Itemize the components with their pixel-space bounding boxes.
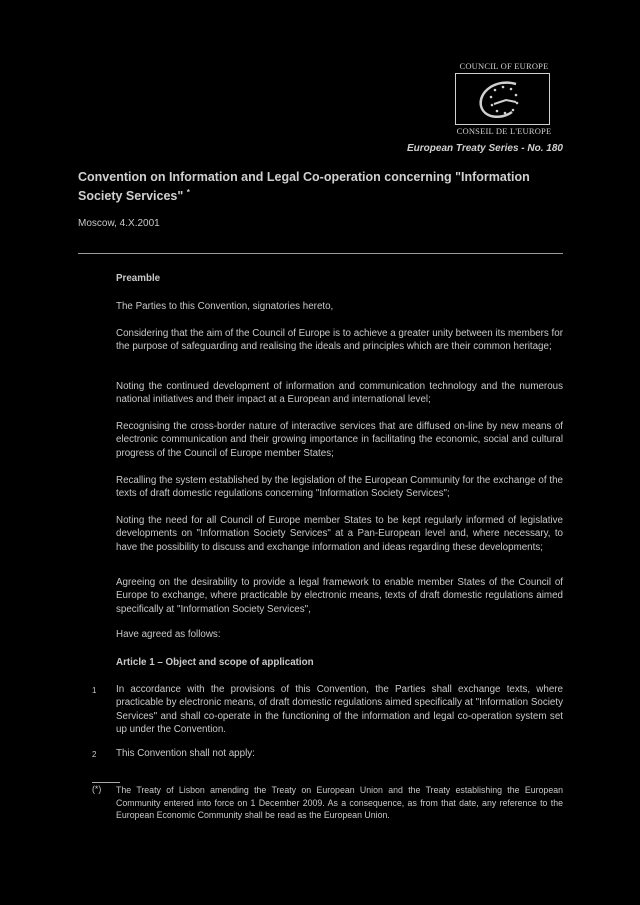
preamble-paragraph: Recalling the system established by the legislation of the European Community for the exchange of the texts of draft domestic regulations concerning "Information Society Services";: [116, 475, 563, 500]
article-heading: Article 1 – Object and scope of application: [116, 657, 314, 668]
article-item: In accordance with the provisions of this Convention, the Parties shall exchange texts, where practicable by electronic means, of draft domestic regulations aimed specifically at "Information Society Services" and shall co-operate in the functioning of the information and legal co-operation system set up under the Convention.: [116, 684, 563, 736]
footnote-text: The Treaty of Lisbon amending the Treaty on European Union and the Treaty establishing the European Community entered into force on 1 December 2009. As a consequence, as from that date, any reference to the European Economic Community shall be read as the European Union.: [116, 785, 563, 820]
logo-top-text: COUNCIL OF EUROPE: [459, 61, 549, 71]
divider: [78, 253, 563, 254]
document-title: [78, 170, 568, 204]
title-footnote-mark: *: [186, 188, 190, 197]
preamble-paragraph: Have agreed as follows:: [116, 629, 221, 640]
preamble-paragraph: Recognising the cross-border nature of interactive services that are diffused on-line by new means of electronic communication and their growing importance in facilitating the economic, social and cultural progress of the Council of Europe member States;: [116, 421, 563, 459]
item-number: 1: [92, 686, 97, 695]
item-number: 2: [92, 750, 97, 759]
preamble-paragraph: Noting the need for all Council of Europe member States to be kept regularly informed of legislative developments on "Information Society Services" at a Pan-European level and, where necessary, to have the possibility to discuss and exchange information and ideas regarding these developments;: [116, 515, 563, 553]
footnote-mark: (*): [92, 784, 102, 794]
stars-circle-icon: [456, 74, 551, 126]
preamble-paragraph: Considering that the aim of the Council of Europe is to achieve a greater unity between its members for the purpose of safeguarding and realising the ideals and principles which are their common heritage;: [116, 328, 563, 353]
place-date: Moscow, 4.X.2001: [78, 218, 160, 229]
title-text: Convention on Information and Legal Co-operation concerning "Information Society Services": [78, 170, 530, 204]
treaty-series: European Treaty Series - No. 180: [407, 143, 563, 154]
preamble-heading: Preamble: [116, 273, 161, 284]
footnote-rule: [92, 782, 120, 783]
preamble-paragraph: Noting the continued development of information and communication technology and the numerous national initiatives and their impact at a European and international level;: [116, 381, 563, 406]
preamble-paragraph: Agreeing on the desirability to provide a legal framework to enable member States of the Council of Europe to exchange, where practicable by electronic means, texts of draft domestic regulations aimed specifically at "Information Society Services",: [116, 577, 563, 615]
article-item: This Convention shall not apply:: [116, 748, 255, 759]
logo-bottom-text: CONSEIL DE L'EUROPE: [456, 126, 552, 136]
preamble-paragraph: The Parties to this Convention, signatories hereto,: [116, 301, 334, 312]
council-of-europe-logo: [455, 73, 550, 125]
